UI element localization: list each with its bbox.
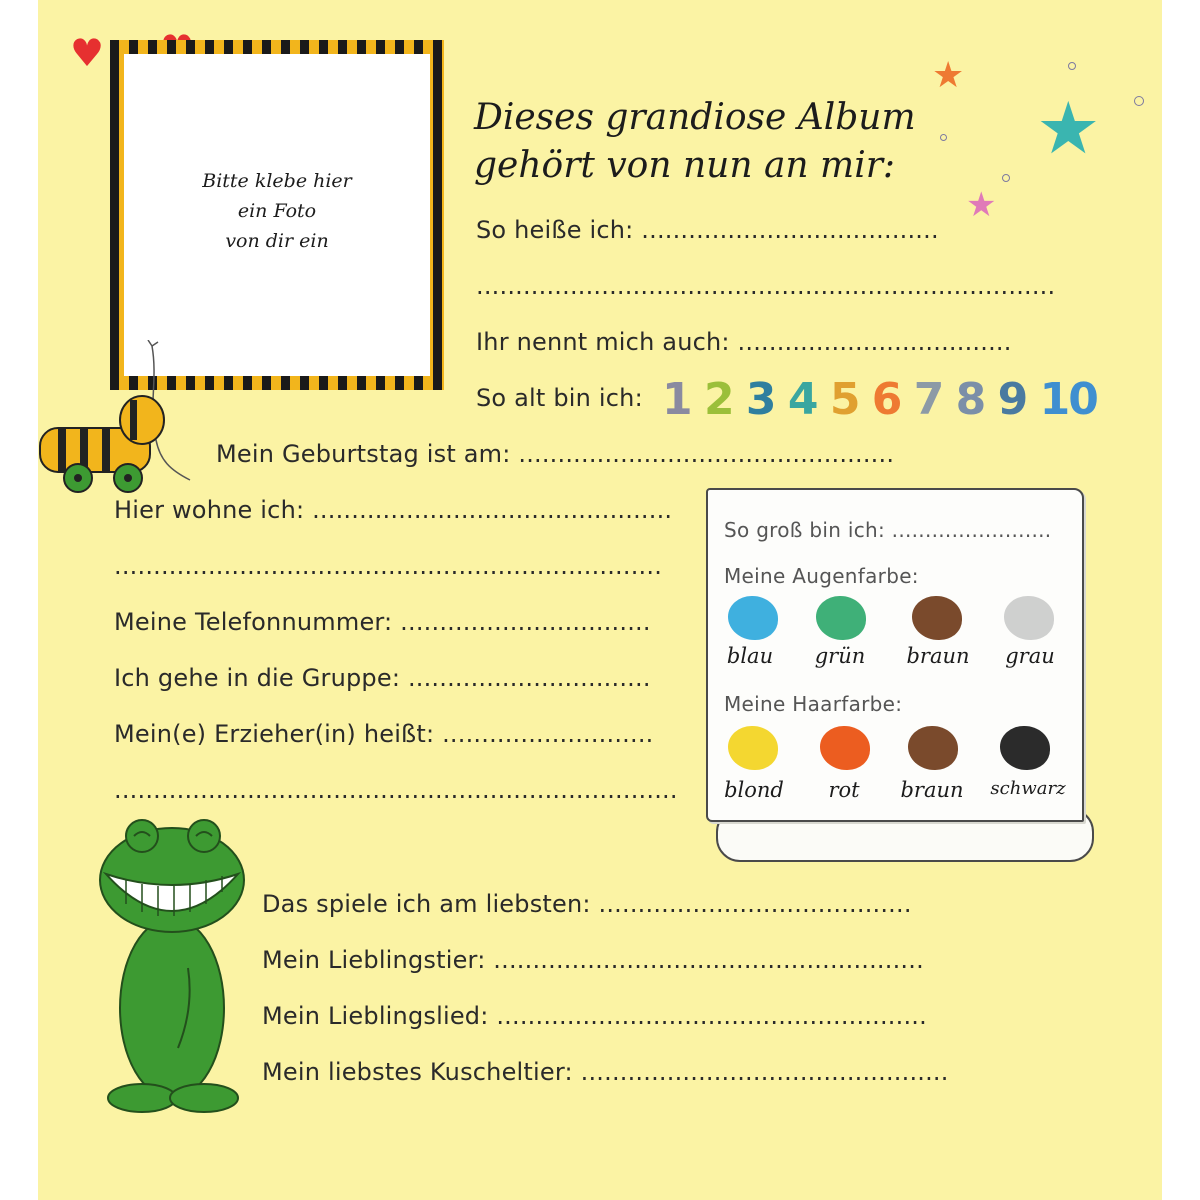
age-option[interactable]: 10 <box>1039 374 1097 425</box>
age-option[interactable]: 3 <box>745 374 775 425</box>
photo-instruction-line: Bitte klebe hier <box>202 170 352 192</box>
age-option[interactable]: 8 <box>955 374 985 425</box>
age-option[interactable]: 5 <box>829 374 859 425</box>
photo-instruction-line: von dir ein <box>225 230 329 252</box>
favorite-cuddly-toy-field[interactable]: Mein liebstes Kuscheltier: ............................................... <box>262 1058 949 1086</box>
age-option[interactable]: 1 <box>662 374 691 425</box>
phone-field[interactable]: Meine Telefonnummer: ................................ <box>114 608 651 636</box>
hair-color-swatch[interactable] <box>1000 726 1050 770</box>
eye-color-label: Meine Augenfarbe: <box>724 564 919 588</box>
hair-color-label-text: rot <box>828 778 860 802</box>
star-icon: ★ <box>1036 86 1101 170</box>
eye-color-swatch[interactable] <box>1004 596 1054 640</box>
favorite-game-field[interactable]: Das spiele ich am liebsten: ........................................ <box>262 890 912 918</box>
tiger-duck-toy-icon <box>38 390 168 500</box>
favorite-animal-field[interactable]: Mein Lieblingstier: ....................................................... <box>262 946 924 974</box>
age-selector <box>662 374 1097 425</box>
eye-color-swatch[interactable] <box>912 596 962 640</box>
photo-instruction-line: ein Foto <box>237 200 317 222</box>
title-line: gehört von nun an mir: <box>474 145 896 186</box>
photo-placeholder[interactable] <box>124 54 430 376</box>
heart-icon: ♥ <box>70 31 105 75</box>
title-line: Dieses grandiose Album <box>474 97 916 138</box>
hair-color-label: Meine Haarfarbe: <box>724 692 903 716</box>
page-title <box>474 94 916 190</box>
hair-color-swatch[interactable] <box>908 726 958 770</box>
eye-color-swatch[interactable] <box>728 596 778 640</box>
hair-color-label-text: blond <box>724 778 784 802</box>
favorite-song-field[interactable]: Mein Lieblingslied: ....................................................... <box>262 1002 927 1030</box>
dot-icon <box>1002 174 1010 182</box>
hair-color-label-text: schwarz <box>990 778 1066 799</box>
educator-field[interactable]: Mein(e) Erzieher(in) heißt: ........................... <box>114 720 654 748</box>
star-icon: ★ <box>966 185 997 225</box>
photo-instruction <box>124 166 430 256</box>
dot-icon <box>940 134 947 141</box>
hair-color-swatch[interactable] <box>728 726 778 770</box>
hair-color-swatch[interactable] <box>820 726 870 770</box>
frog-icon <box>92 818 252 1118</box>
photo-frame <box>110 40 444 390</box>
name-field[interactable]: So heiße ich: ...................................... <box>476 216 939 244</box>
group-field[interactable]: Ich gehe in die Gruppe: ............................... <box>114 664 651 692</box>
age-option[interactable]: 7 <box>913 374 943 425</box>
eye-color-label-text: grün <box>814 644 866 668</box>
hair-color-label-text: braun <box>900 778 964 802</box>
eye-color-label-text: braun <box>906 644 970 668</box>
nickname-field[interactable]: Ihr nennt mich auch: ................................... <box>476 328 1012 356</box>
eye-color-label-text: blau <box>726 644 774 668</box>
age-option[interactable]: 4 <box>787 374 817 425</box>
age-label: So alt bin ich: <box>476 384 643 412</box>
educator-continuation-field[interactable]: ........................................................................ <box>114 776 678 804</box>
birthday-field[interactable]: Mein Geburtstag ist am: ................................................ <box>216 440 895 468</box>
appearance-card <box>706 488 1084 822</box>
dot-icon <box>1068 62 1076 70</box>
eye-color-swatch[interactable] <box>816 596 866 640</box>
age-option[interactable]: 6 <box>871 374 901 425</box>
dot-icon <box>1134 96 1144 106</box>
star-icon: ★ <box>932 55 965 96</box>
name-continuation-field[interactable]: .......................................................................... <box>476 272 1056 300</box>
age-option[interactable]: 9 <box>997 374 1027 425</box>
age-option[interactable]: 2 <box>703 374 733 425</box>
eye-color-label-text: grau <box>1005 644 1055 668</box>
address-field[interactable]: Hier wohne ich: .............................................. <box>114 496 673 524</box>
address-continuation-field[interactable]: ...................................................................... <box>114 552 663 580</box>
height-field[interactable]: So groß bin ich: ........................ <box>724 518 1052 542</box>
